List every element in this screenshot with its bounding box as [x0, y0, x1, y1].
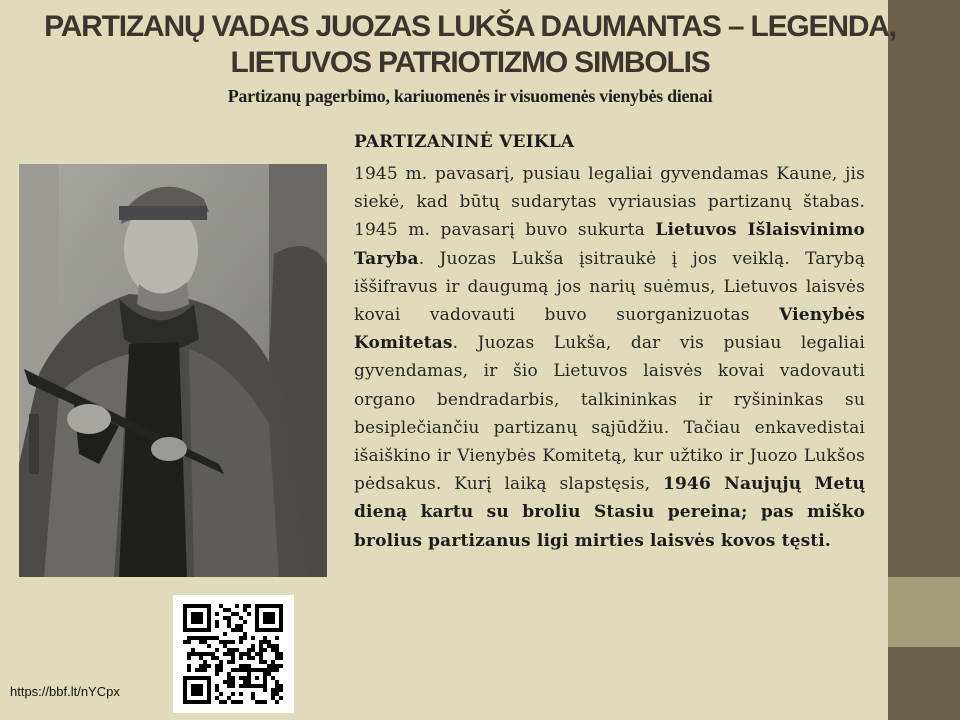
qr-module — [195, 652, 199, 656]
qr-module — [219, 664, 223, 668]
qr-module — [275, 688, 279, 692]
qr-module — [275, 700, 279, 704]
qr-module — [227, 652, 231, 656]
body-paragraph — [354, 160, 865, 555]
qr-module — [207, 652, 211, 656]
qr-module — [263, 660, 267, 664]
qr-module — [215, 636, 219, 640]
qr-module — [259, 644, 263, 648]
qr-module — [231, 668, 235, 672]
slide-title-line-2: LIETUVOS PATRIOTIZMO SIMBOLIS — [230, 46, 710, 79]
qr-module — [239, 700, 243, 704]
qr-module — [227, 620, 231, 624]
qr-module — [187, 636, 191, 640]
qr-module — [187, 664, 191, 668]
qr-module — [215, 648, 219, 652]
qr-module — [247, 652, 251, 656]
qr-module — [219, 660, 223, 664]
qr-module — [239, 692, 243, 696]
qr-module — [263, 700, 267, 704]
qr-module — [255, 652, 259, 656]
qr-module — [243, 664, 247, 668]
qr-module — [271, 660, 275, 664]
qr-module — [247, 648, 251, 652]
qr-module — [203, 640, 207, 644]
qr-module — [239, 656, 243, 660]
qr-module — [243, 680, 247, 684]
qr-module — [275, 680, 279, 684]
qr-module — [279, 652, 283, 656]
qr-module — [187, 640, 191, 644]
qr-module — [199, 640, 203, 644]
qr-module — [231, 676, 235, 680]
qr-module — [227, 696, 231, 700]
qr-module — [247, 664, 251, 668]
qr-module — [275, 652, 279, 656]
decor-stripe-middle — [888, 577, 960, 647]
qr-module — [231, 648, 235, 652]
qr-module — [215, 624, 219, 628]
qr-module — [251, 648, 255, 652]
qr-module — [195, 668, 199, 672]
qr-module — [211, 652, 215, 656]
qr-module — [223, 632, 227, 636]
qr-module — [215, 688, 219, 692]
qr-module — [227, 616, 231, 620]
qr-module — [263, 612, 275, 624]
qr-module — [219, 692, 223, 696]
qr-module — [223, 616, 227, 620]
qr-module — [239, 652, 243, 656]
qr-module — [211, 656, 215, 660]
qr-module — [227, 676, 231, 680]
qr-module — [235, 648, 239, 652]
qr-module — [199, 636, 203, 640]
qr-module — [203, 668, 207, 672]
qr-module — [207, 636, 211, 640]
qr-module — [259, 656, 263, 660]
qr-module — [271, 644, 275, 648]
qr-module — [267, 640, 271, 644]
qr-module — [215, 672, 219, 676]
qr-module — [235, 604, 239, 608]
qr-module — [279, 696, 283, 700]
qr-module — [219, 640, 223, 644]
qr-module — [263, 636, 267, 640]
decor-stripe-top — [888, 0, 960, 577]
bold-run: Lietuvos Išlaisvinimo Taryba — [354, 220, 865, 269]
qr-module — [271, 692, 275, 696]
qr-module — [199, 656, 203, 660]
qr-module — [247, 612, 251, 616]
qr-module — [243, 608, 247, 612]
qr-module — [191, 612, 203, 624]
qr-module — [191, 652, 195, 656]
qr-module — [247, 656, 251, 660]
qr-module — [235, 668, 239, 672]
qr-module — [231, 684, 235, 688]
qr-module — [259, 648, 263, 652]
qr-module — [231, 700, 235, 704]
text-run: . Juozas Lukša įsitraukė į jos veiklą. Tarybą iššifravus ir daugumą jos narių suėmus, Lietuvos laisvės kovai vadovauti buvo suorganizuotas — [354, 248, 865, 326]
qr-module — [203, 664, 207, 668]
qr-module — [251, 644, 255, 648]
decor-stripe-bottom — [888, 647, 960, 720]
qr-module — [219, 700, 223, 704]
qr-module — [267, 664, 271, 668]
qr-module — [259, 652, 263, 656]
qr-module — [227, 660, 231, 664]
qr-module — [243, 604, 247, 608]
qr-module — [271, 676, 275, 680]
bold-run: 1946 Naujųjų Metų dieną kartu su broliu Stasiu pereina; pas miško brolius partizanus ligi mirties laisvės kovos tęsti. — [354, 474, 866, 551]
qr-module — [259, 700, 263, 704]
qr-module — [203, 636, 207, 640]
qr-module — [271, 688, 275, 692]
qr-module — [231, 628, 235, 632]
qr-module — [183, 640, 187, 644]
qr-module — [187, 668, 191, 672]
qr-module — [279, 656, 283, 660]
qr-module — [199, 664, 203, 668]
qr-module — [251, 656, 255, 660]
qr-module — [263, 688, 267, 692]
qr-module — [231, 692, 235, 696]
qr-module — [239, 664, 243, 668]
qr-module — [215, 612, 219, 616]
qr-module — [267, 644, 271, 648]
section-heading: PARTIZANINĖ VEIKLA — [354, 132, 575, 152]
qr-module — [267, 668, 271, 672]
qr-module — [271, 648, 275, 652]
qr-module — [275, 664, 279, 668]
qr-module — [207, 664, 211, 668]
qr-module — [219, 604, 223, 608]
qr-module — [275, 636, 279, 640]
qr-module — [255, 700, 259, 704]
bold-run: Vienybės Komitetas — [354, 305, 865, 354]
qr-module — [187, 652, 191, 656]
qr-module — [203, 660, 207, 664]
qr-module — [279, 684, 283, 688]
qr-module — [199, 668, 203, 672]
qr-module — [243, 676, 247, 680]
qr-module — [275, 692, 279, 696]
qr-module — [247, 604, 251, 608]
qr-module — [251, 636, 255, 640]
qr-module — [243, 632, 247, 636]
qr-module — [239, 624, 243, 628]
qr-module — [275, 648, 279, 652]
qr-module — [239, 668, 243, 672]
qr-module — [195, 636, 199, 640]
qr-module — [239, 616, 243, 620]
qr-module — [239, 676, 243, 680]
qr-module — [207, 644, 211, 648]
qr-module — [219, 668, 223, 672]
qr-module — [191, 684, 203, 696]
qr-module — [259, 660, 263, 664]
qr-code[interactable] — [173, 595, 294, 713]
source-link[interactable]: https://bbf.lt/nYCpx — [10, 684, 120, 699]
qr-module — [231, 652, 235, 656]
qr-module — [243, 620, 247, 624]
slide-subtitle: Partizanų pagerbimo, kariuomenės ir visuomenės vienybės dienai — [227, 86, 713, 106]
qr-module — [215, 668, 219, 672]
qr-module — [255, 676, 259, 680]
qr-module — [243, 668, 247, 672]
qr-module — [271, 668, 275, 672]
qr-module — [243, 636, 247, 640]
qr-module — [223, 700, 227, 704]
qr-module — [227, 680, 231, 684]
slide-title-line-1: PARTIZANŲ VADAS JUOZAS LUKŠA DAUMANTAS – LEGENDA, — [44, 10, 896, 43]
qr-module — [227, 624, 231, 628]
qr-module — [279, 664, 283, 668]
qr-module — [223, 644, 227, 648]
qr-module — [231, 640, 235, 644]
text-run: 1945 m. pavasarį, pusiau legaliai gyvendamas Kaune, jis siekė, kad būtų sudarytas vyriausias partizanų štabas. 1945 m. pavasarį buvo sukurta — [354, 164, 865, 241]
qr-module — [279, 688, 283, 692]
qr-module — [223, 640, 227, 644]
qr-module — [275, 644, 279, 648]
qr-module — [191, 636, 195, 640]
qr-module — [231, 680, 235, 684]
qr-module — [227, 640, 231, 644]
qr-module — [231, 660, 235, 664]
text-run: . Juozas Lukša, dar vis pusiau legaliai gyvendamas, ir šio Lietuvos laisvės kovai vadovauti organo bendradarbis, talkininkas ir ryšininkas su besiplečiančiu partizanų sąjūdžiu. Tačiau enkavedistai išaiškino ir Vienybės Komitetą, kur užtiko ir Juozo Lukšos pėdsakus. Kurį laiką slapstęsis, — [354, 333, 865, 495]
qr-module — [263, 648, 267, 652]
qr-module — [223, 608, 227, 612]
qr-module — [227, 648, 231, 652]
qr-module — [191, 648, 195, 652]
qr-module — [223, 680, 227, 684]
qr-module — [251, 692, 255, 696]
qr-module — [199, 652, 203, 656]
qr-module — [239, 636, 243, 640]
qr-module — [239, 684, 243, 688]
qr-module — [271, 664, 275, 668]
qr-module — [231, 656, 235, 660]
qr-module — [215, 620, 219, 624]
qr-module — [231, 612, 235, 616]
qr-module — [187, 656, 191, 660]
qr-module — [227, 672, 231, 676]
qr-module — [251, 696, 255, 700]
qr-module — [243, 652, 247, 656]
qr-module — [263, 640, 267, 644]
qr-module — [243, 684, 247, 688]
qr-module — [239, 640, 243, 644]
qr-module — [275, 684, 279, 688]
portrait-photo — [19, 164, 327, 577]
qr-module — [227, 608, 231, 612]
qr-module — [235, 628, 239, 632]
qr-module — [259, 640, 263, 644]
qr-module — [275, 656, 279, 660]
qr-module — [267, 672, 271, 676]
qr-module — [215, 656, 219, 660]
qr-module — [215, 664, 219, 668]
qr-module — [235, 700, 239, 704]
qr-module — [223, 652, 227, 656]
qr-module — [211, 636, 215, 640]
qr-module — [275, 668, 279, 672]
qr-module — [239, 628, 243, 632]
qr-module — [203, 652, 207, 656]
qr-module — [215, 696, 219, 700]
qr-module — [235, 624, 239, 628]
qr-module — [235, 612, 239, 616]
qr-module — [271, 696, 275, 700]
qr-module — [215, 684, 219, 688]
qr-module — [227, 684, 231, 688]
